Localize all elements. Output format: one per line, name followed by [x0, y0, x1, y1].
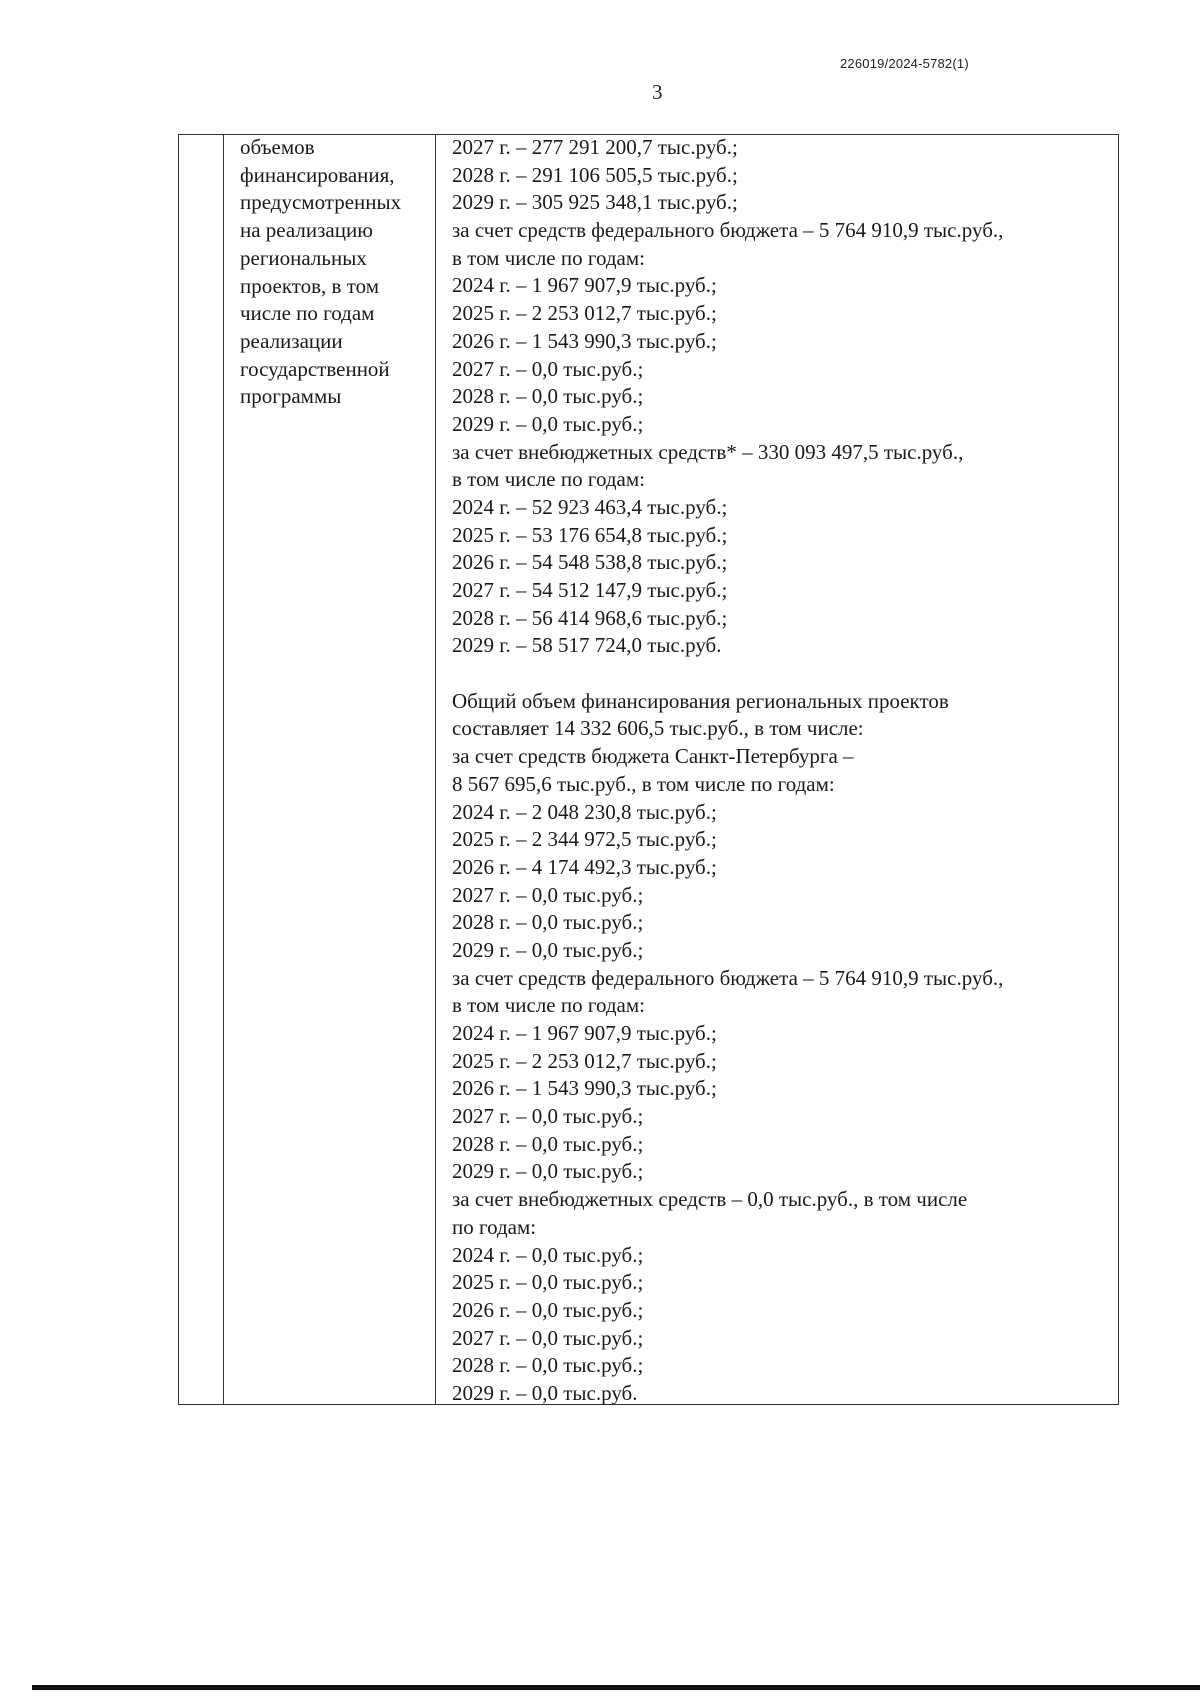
- label-text-line: числе по годам: [240, 301, 375, 326]
- label-text-line: объемов: [240, 135, 315, 159]
- value-text-line: 2029 г. – 0,0 тыс.руб.;: [452, 1159, 644, 1184]
- value-text-line: 2027 г. – 0,0 тыс.руб.;: [452, 1325, 644, 1350]
- value-text-line: 2027 г. – 0,0 тыс.руб.;: [452, 356, 644, 381]
- value-text-line: в том числе по годам:: [452, 993, 645, 1018]
- label-text-line: предусмотренных: [240, 190, 402, 215]
- value-text-line: 2028 г. – 0,0 тыс.руб.;: [452, 910, 644, 935]
- value-text-line: Общий объем финансирования региональных проектов: [452, 688, 949, 713]
- value-text-line: 2026 г. – 0,0 тыс.руб.;: [452, 1297, 644, 1322]
- value-text-line: 2025 г. – 2 344 972,5 тыс.руб.;: [452, 827, 717, 852]
- label-text-line: реализации: [240, 328, 343, 353]
- value-text-line: 2029 г. – 305 925 348,1 тыс.руб.;: [452, 190, 738, 215]
- value-text-line: 2024 г. – 0,0 тыс.руб.;: [452, 1242, 644, 1267]
- value-text-line: 2026 г. – 54 548 538,8 тыс.руб.;: [452, 550, 728, 575]
- value-text-line: 8 567 695,6 тыс.руб., в том числе по годам:: [452, 771, 835, 796]
- label-text-line: на реализацию: [240, 218, 373, 243]
- value-text-line: за счет средств федерального бюджета – 5 764 910,9 тыс.руб.,: [452, 965, 1004, 990]
- table-values-cell: [452, 134, 1112, 1408]
- value-text-line: 2027 г. – 277 291 200,7 тыс.руб.;: [452, 135, 738, 159]
- label-text-line: проектов, в том: [240, 273, 380, 298]
- values-block-regional-financing-by-year: [452, 134, 1112, 660]
- values-block-total-regional-projects: [452, 688, 1112, 1408]
- value-text-line: составляет 14 332 606,5 тыс.руб., в том числе:: [452, 716, 864, 741]
- value-text-line: 2025 г. – 2 253 012,7 тыс.руб.;: [452, 1048, 717, 1073]
- label-text-line: государственной: [240, 356, 390, 381]
- value-text-line: 2026 г. – 1 543 990,3 тыс.руб.;: [452, 1076, 717, 1101]
- table-label-cell: [240, 134, 430, 411]
- value-text-line: 2024 г. – 1 967 907,9 тыс.руб.;: [452, 1021, 717, 1045]
- value-text-line: 2028 г. – 0,0 тыс.руб.;: [452, 1353, 644, 1378]
- value-text-line: 2025 г. – 0,0 тыс.руб.;: [452, 1270, 644, 1295]
- value-text-line: 2025 г. – 53 176 654,8 тыс.руб.;: [452, 522, 728, 547]
- table-column-divider-2: [435, 135, 436, 1404]
- value-text-line: 2029 г. – 0,0 тыс.руб.: [452, 1380, 638, 1405]
- value-text-line: 2028 г. – 56 414 968,6 тыс.руб.;: [452, 605, 728, 630]
- value-text-line: 2029 г. – 58 517 724,0 тыс.руб.: [452, 633, 722, 658]
- value-text-line: 2025 г. – 2 253 012,7 тыс.руб.;: [452, 301, 717, 326]
- value-text-line: 2028 г. – 291 106 505,5 тыс.руб.;: [452, 162, 738, 187]
- value-text-line: за счет средств бюджета Санкт-Петербурга –: [452, 744, 854, 769]
- label-text-line: программы: [240, 384, 342, 409]
- value-text-line: 2029 г. – 0,0 тыс.руб.;: [452, 411, 644, 436]
- paragraph-gap: [452, 660, 1112, 688]
- value-text-line: 2027 г. – 0,0 тыс.руб.;: [452, 882, 644, 907]
- value-text-line: в том числе по годам:: [452, 467, 645, 492]
- value-text-line: за счет средств федерального бюджета – 5 764 910,9 тыс.руб.,: [452, 218, 1004, 243]
- document-registration-number: 226019/2024-5782(1): [840, 56, 969, 71]
- value-text-line: 2024 г. – 1 967 907,9 тыс.руб.;: [452, 273, 717, 298]
- value-text-line: 2027 г. – 0,0 тыс.руб.;: [452, 1104, 644, 1129]
- scan-bottom-edge-rule: [32, 1685, 1200, 1690]
- value-text-line: 2028 г. – 0,0 тыс.руб.;: [452, 1131, 644, 1156]
- value-text-line: в том числе по годам:: [452, 245, 645, 270]
- value-text-line: 2026 г. – 1 543 990,3 тыс.руб.;: [452, 328, 717, 353]
- value-text-line: 2028 г. – 0,0 тыс.руб.;: [452, 384, 644, 409]
- value-text-line: 2027 г. – 54 512 147,9 тыс.руб.;: [452, 578, 728, 602]
- value-text-line: за счет внебюджетных средств – 0,0 тыс.руб., в том числе: [452, 1187, 968, 1212]
- table-column-divider-1: [223, 135, 224, 1404]
- value-text-line: 2026 г. – 4 174 492,3 тыс.руб.;: [452, 854, 717, 879]
- value-text-line: 2024 г. – 2 048 230,8 тыс.руб.;: [452, 799, 717, 824]
- value-text-line: за счет внебюджетных средств* – 330 093 497,5 тыс.руб.,: [452, 439, 964, 464]
- value-text-line: по годам:: [452, 1214, 537, 1239]
- label-text-line: региональных: [240, 245, 367, 270]
- value-text-line: 2024 г. – 52 923 463,4 тыс.руб.;: [452, 494, 728, 519]
- page-number: 3: [652, 80, 663, 104]
- value-text-line: 2029 г. – 0,0 тыс.руб.;: [452, 937, 644, 962]
- label-text-line: финансирования,: [240, 162, 395, 187]
